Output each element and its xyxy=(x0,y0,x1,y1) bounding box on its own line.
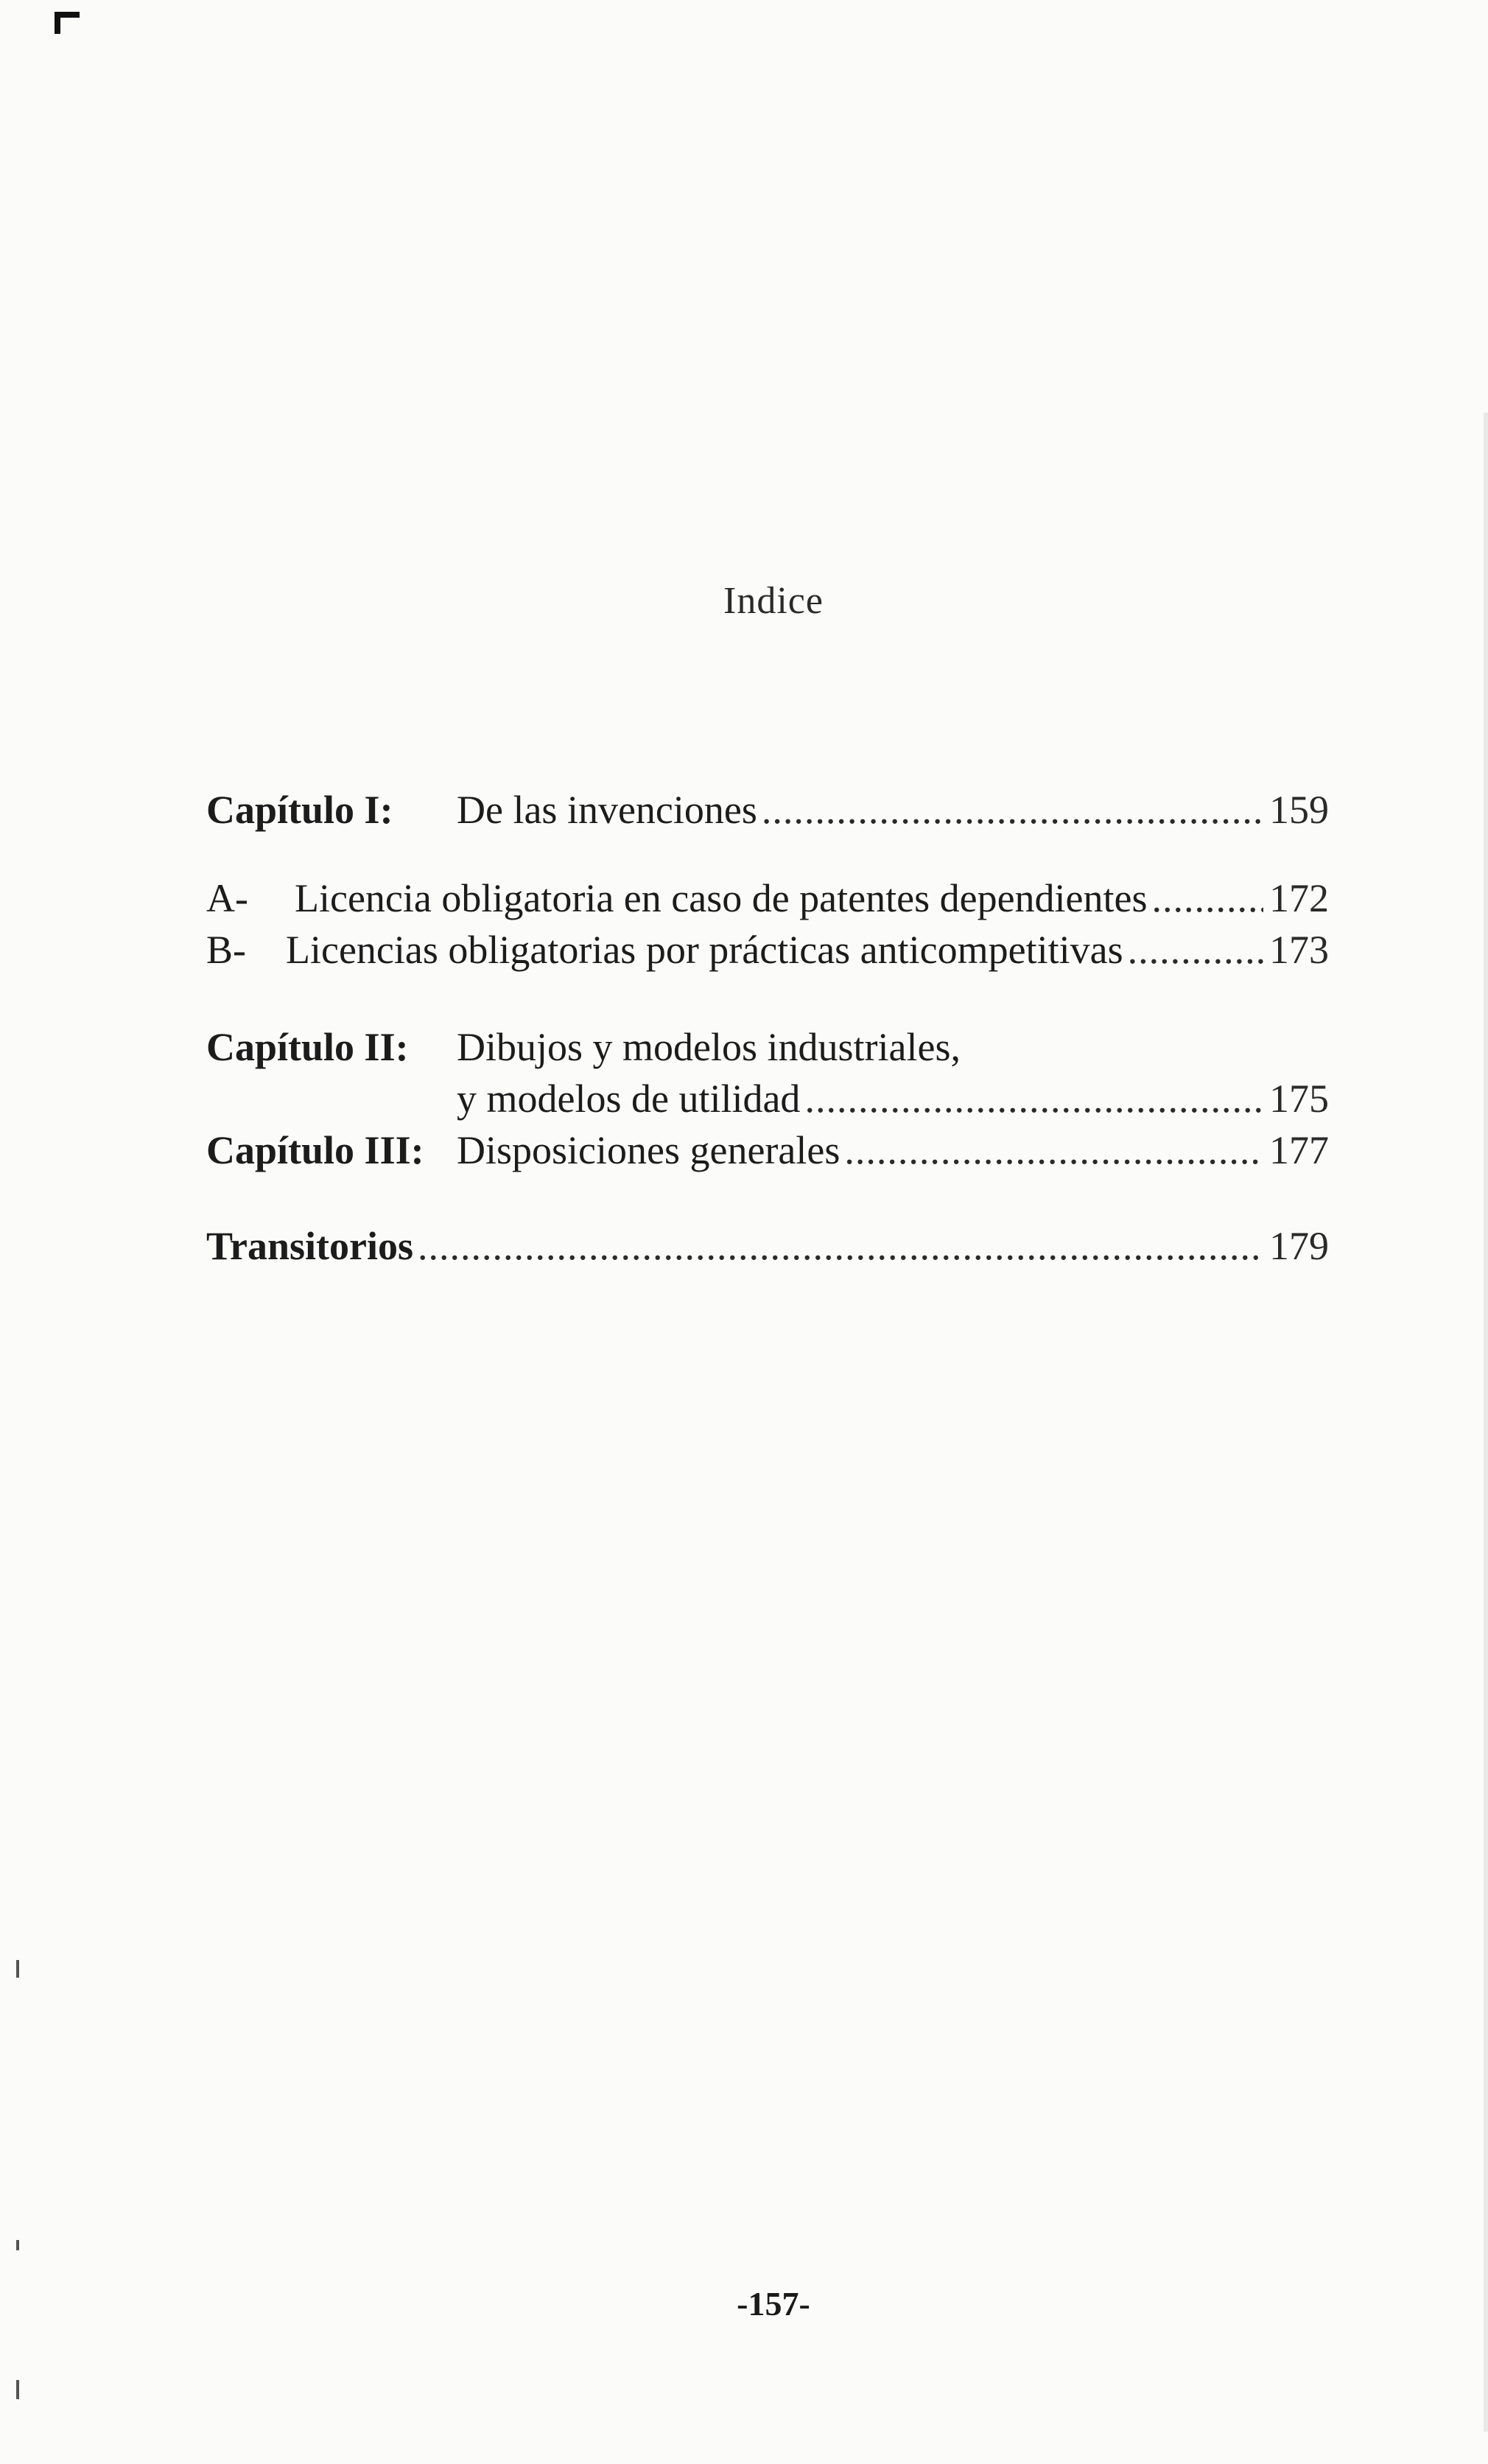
dot-leader xyxy=(762,784,1263,836)
page-number: 172 xyxy=(1269,876,1329,920)
spacer xyxy=(206,836,1329,872)
spacer xyxy=(206,1176,1329,1220)
toc-entry-chapter-3[interactable] xyxy=(206,1124,1329,1176)
dot-leader xyxy=(418,1220,1263,1272)
dot-leader xyxy=(804,1073,1263,1124)
dot-leader xyxy=(1128,924,1263,976)
item-letter: B- xyxy=(206,928,246,972)
page-edge-shadow xyxy=(1484,413,1488,2432)
page-number: 159 xyxy=(1269,788,1329,832)
entry-title: Disposiciones generales xyxy=(457,1128,840,1172)
entry-title-line-1: Dibujos y modelos industriales, xyxy=(457,1025,961,1069)
spacer xyxy=(206,976,1329,1021)
toc-entry-transitorios[interactable] xyxy=(206,1220,1329,1272)
toc-entry-chapter-2-continued[interactable] xyxy=(206,1073,1329,1124)
page-number: 177 xyxy=(1269,1128,1329,1172)
item-letter: A- xyxy=(206,876,248,920)
page-title: Indice xyxy=(723,580,824,622)
page-folio: -157- xyxy=(737,2285,810,2323)
table-of-contents xyxy=(206,784,1329,1272)
entry-title: Licencias obligatorias por prácticas anticompetitivas xyxy=(286,928,1123,972)
entry-title-line-2: y modelos de utilidad xyxy=(457,1077,801,1121)
page-number: 175 xyxy=(1269,1077,1329,1121)
dot-leader xyxy=(844,1124,1263,1176)
page-number: 179 xyxy=(1269,1224,1329,1268)
dot-leader xyxy=(1152,872,1264,924)
page-number: 173 xyxy=(1269,928,1329,972)
scan-speck xyxy=(16,2380,19,2399)
scan-speck xyxy=(16,1960,19,1978)
toc-entry-chapter-1[interactable] xyxy=(206,784,1329,836)
chapter-label: Capítulo II: xyxy=(206,1025,409,1069)
entry-title: Licencia obligatoria en caso de patentes dependientes xyxy=(295,876,1148,920)
toc-entry-item-b[interactable] xyxy=(206,924,1329,976)
section-label: Transitorios xyxy=(206,1224,413,1268)
scan-corner-mark xyxy=(55,12,80,34)
scan-speck xyxy=(16,2240,19,2250)
toc-entry-item-a[interactable] xyxy=(206,872,1329,924)
toc-entry-chapter-2[interactable] xyxy=(206,1021,1329,1073)
chapter-label: Capítulo I: xyxy=(206,788,393,832)
chapter-label: Capítulo III: xyxy=(206,1128,424,1172)
entry-title: De las invenciones xyxy=(457,788,757,832)
